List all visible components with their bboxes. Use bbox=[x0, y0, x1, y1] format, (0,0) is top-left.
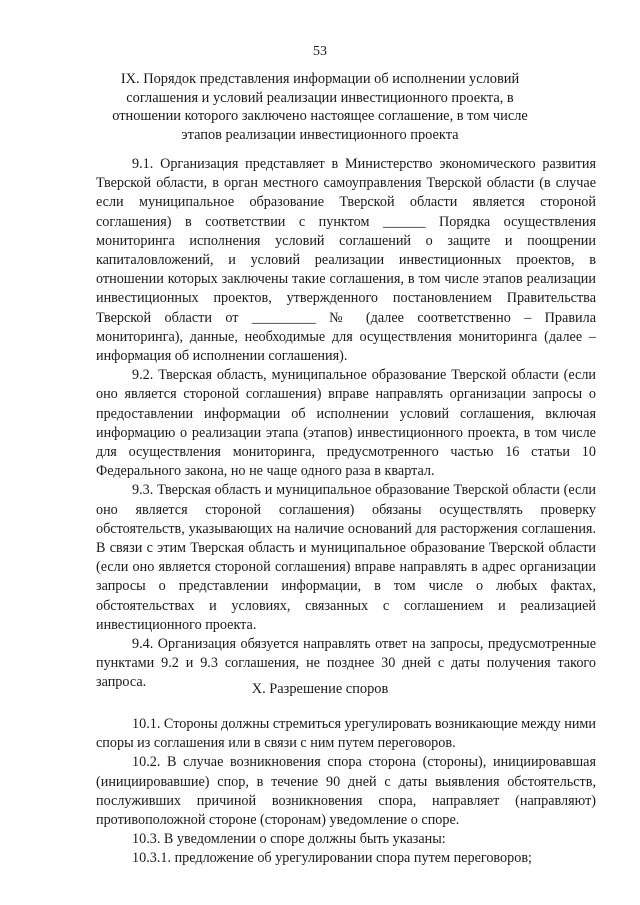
paragraph-10-2: 10.2. В случае возникновения спора сторона (стороны), инициировавшая (инициировавшие) спор, в течение 90 дней с даты выявления обстоятельств, послуживших причиной возникновения спора, направляет (направляют) противоположной стороне (сторонам) уведомление о споре. bbox=[96, 754, 596, 829]
section-ix-body bbox=[96, 155, 596, 693]
section-ix-heading: IX. Порядок представления информации об исполнении условий соглашения и условий реализации инвестиционного проекта, в отношении которого заключено настоящее соглашение, в том числе этапов реализации инвестиционного проекта bbox=[112, 71, 528, 143]
paragraph-9-4: 9.4. Организация обязуется направлять ответ на запросы, предусмотренные пунктами 9.2 и 9.3 соглашения, не позднее 30 дней с даты получения такого запроса. bbox=[96, 636, 596, 691]
paragraph-9-2: 9.2. Тверская область, муниципальное образование Тверской области (если оно является стороной соглашения) вправе направлять организации запросы о предоставлении информации об исполнении условий соглашения, включая информацию о реализации этапа (этапов) инвестиционного проекта, в том числе для осуществления мониторинга, предусмотренного частью 16 статьи 10 Федерального закона, но не чаще одного раза в квартал. bbox=[96, 367, 596, 480]
paragraph-10-3-1: 10.3.1. предложение об урегулировании спора путем переговоров; bbox=[132, 850, 532, 867]
paragraph-9-3: 9.3. Тверская область и муниципальное образование Тверской области (если оно является стороной соглашения) обязаны осуществлять проверку обстоятельств, указывающих на наличие оснований для расторжения соглашения. В связи с этим Тверская область и муниципальное образование Тверской области (если оно является стороной соглашения) вправе направлять в адрес организации запросы о представлении информации, в том числе о любых фактах, обстоятельствах и условиях, связанных с соглашением и реализацией инвестиционного проекта. bbox=[96, 482, 596, 633]
section-x-body bbox=[96, 715, 596, 869]
page-number: 53 bbox=[313, 44, 327, 59]
section-x-heading: X. Разрешение споров bbox=[251, 681, 389, 697]
paragraph-10-1: 10.1. Стороны должны стремиться урегулировать возникающие между ними споры из соглашения или в связи с ним путем переговоров. bbox=[96, 716, 596, 752]
paragraph-10-3: 10.3. В уведомлении о споре должны быть указаны: bbox=[132, 831, 446, 848]
paragraph-9-1: 9.1. Организация представляет в Министерство экономического развития Тверской области, в орган местного самоуправления Тверской области (в случае если муниципальное образование Тверской области является стороной соглашения) в соответствии с пунктом ______ Порядка осуществления мониторинга исполнения условий соглашений о защите и поощрении капиталовложений, и условий реализации инвестиционных проектов, в отношении которых заключены такие соглашения, в том числе этапов реализации инвестиционных проектов, утвержденного постановлением Правительства Тверской области от _________ № (далее соответственно – Правила мониторинга), данные, необходимые для осуществления мониторинга (далее – информация об исполнении соглашения). bbox=[96, 156, 596, 365]
